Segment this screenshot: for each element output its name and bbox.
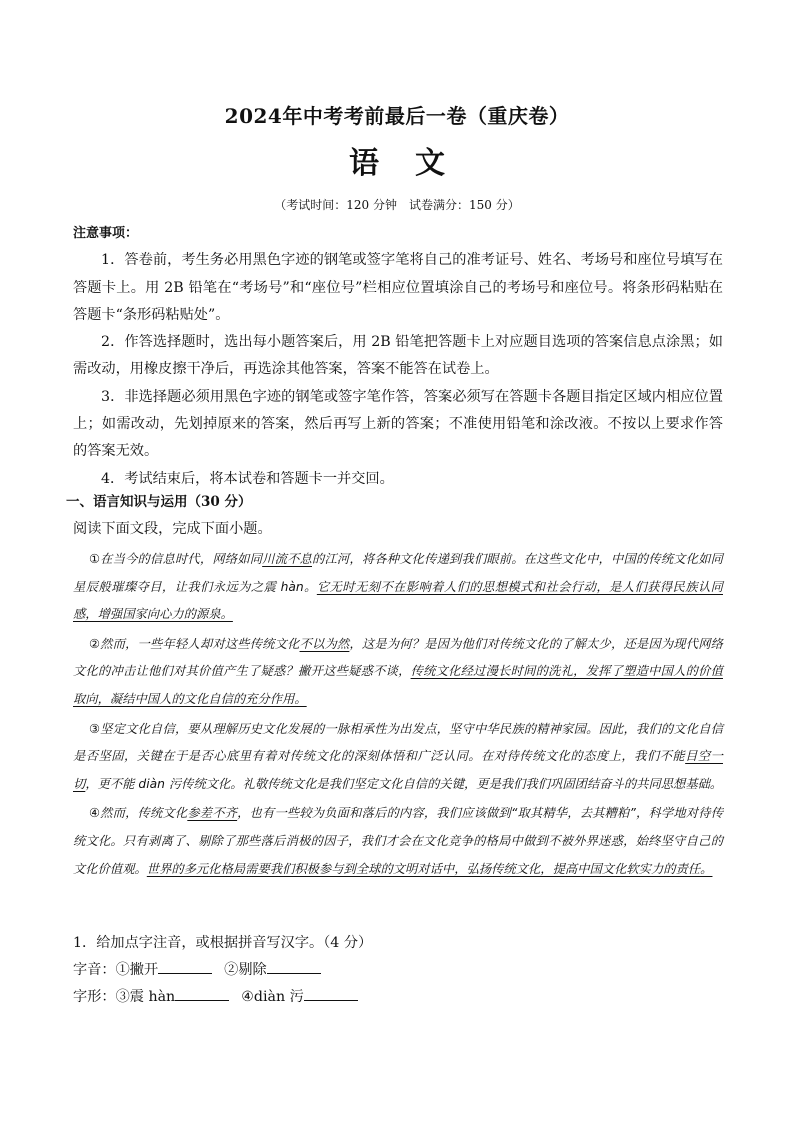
passage-paragraph-3 [73, 716, 723, 799]
item-label: ①撇开 [115, 962, 159, 978]
passage-paragraph-2 [73, 631, 723, 714]
question-1-row-pronunciation [73, 957, 372, 984]
subject-char-1: 语 [349, 146, 379, 181]
notes-section [73, 220, 723, 493]
item-label: ③震 hàn [115, 989, 176, 1005]
notes-label: 注意事项： [73, 226, 139, 241]
text-run: 的江河，将各种文化传递到我们眼前。在这些文化中，中国的传统文化如同星辰般璀璨夺目，让我们永远为之震 hàn。 [73, 552, 723, 594]
text-run: ④然而，传统文化 [89, 806, 188, 821]
question-1-stem: 1．给加点字注音，或根据拼音写汉字。（4 分） [73, 935, 373, 951]
question-1-row-character [73, 984, 372, 1011]
text-run: ，更不能 diàn 污传统文化。礼敬传统文化是我们坚定文化自信的关键，更是我们我们巩固团结奋斗的共同思想基础。 [85, 776, 723, 791]
question-1 [73, 930, 372, 1011]
row-label: 字形： [73, 989, 116, 1005]
reading-passage [73, 546, 723, 883]
text-run: ①在当今的信息时代，网络如同 [89, 552, 263, 566]
subject-char-2: 文 [415, 146, 445, 181]
section-heading: 一、语言知识与运用（30 分） [66, 494, 252, 510]
underlined-idiom: 参差不齐 [187, 806, 238, 821]
item-label: ④diàn 污 [241, 989, 304, 1005]
subject-title [0, 138, 794, 182]
reading-instruction: 阅读下面文段，完成下面小题。 [73, 521, 272, 537]
underlined-sentence: 世界的多元化格局需要我们积极参与到全球的文明对话中，弘扬传统文化，提高中国文化软实力的责任。 [146, 861, 713, 876]
underlined-idiom: 不以为然 [299, 636, 350, 651]
underlined-idiom: 川流不息 [262, 552, 312, 566]
item-label: ②剔除 [224, 962, 267, 978]
answer-blank[interactable] [158, 959, 212, 974]
passage-paragraph-4 [73, 800, 723, 883]
passage-paragraph-1 [73, 546, 723, 629]
exam-info: （考试时间：120 分钟 试卷满分：150 分） [274, 198, 520, 212]
note-item: 3．非选择题必须用黑色字迹的钢笔或签字笔作答，答案必须写在答题卡各题目指定区域内相应位置上；如需改动，先划掉原来的答案，然后再写上新的答案；不准使用铅笔和涂改液。不按以上要求作答的答案无效。 [73, 388, 723, 460]
underlined-sentence: 传统文化经过漫长时间的洗礼，发挥了塑造中国人的价值取向，凝结中国人的文化自信的充分作用。 [73, 664, 723, 706]
row-label: 字音： [73, 962, 116, 978]
text-run: ，也有一些较为负面和落后的内容，我们应该做到“取其精华，去其糟粕”，科学地对待传统文化。只有剥离了、剔除了那些落后消极的因子，我们才会在文化竞争的格局中做到不被外界迷惑，始终坚守自己的文化价值观。 [73, 806, 723, 876]
underlined-sentence: 它无时无刻不在影响着人们的思想模式和社会行动，是人们获得民族认同感，增强国家向心力的源泉。 [73, 579, 723, 622]
text-run: ②然而，一些年轻人却对这些传统文化 [89, 636, 300, 651]
text-run: ，这是为何？是因为他们对传统文化的了解太少，还是因为现代网络文化的冲击让他们对其价值产生了疑惑？撇开这些疑惑不谈， [73, 636, 723, 679]
text-run: ③坚定文化自信，要从理解历史文化发展的一脉相承性为出发点，坚守中华民族的精神家园。因此，我们的文化自信是否坚固，关键在于是否心底里有着对传统文化的深刻体悟和广泛认同。在对待传统文化的态度上，我们不能 [73, 721, 723, 764]
note-item: 1．答卷前，考生务必用黑色字迹的钢笔或签字笔将自己的准考证号、姓名、考场号和座位号填写在答题卡上。用 2B 铅笔在“考场号”和“座位号”栏相应位置填涂自己的考场号和座位号。将条形码粘贴在答题卡“条形码粘贴处”。 [73, 252, 723, 323]
note-item: 4．考试结束后，将本试卷和答题卡一并交回。 [101, 470, 394, 487]
answer-blank[interactable] [304, 986, 358, 1001]
underlined-idiom: 目空一切 [73, 749, 723, 791]
answer-blank[interactable] [175, 986, 229, 1001]
exam-title: 2024年中考考前最后一卷（重庆卷） [224, 104, 570, 128]
answer-blank[interactable] [267, 959, 321, 974]
note-item: 2．作答选择题时，选出每小题答案后，用 2B 铅笔把答题卡上对应题目选项的答案信息点涂黑；如需改动，用橡皮擦干净后，再选涂其他答案，答案不能答在试卷上。 [73, 334, 723, 378]
